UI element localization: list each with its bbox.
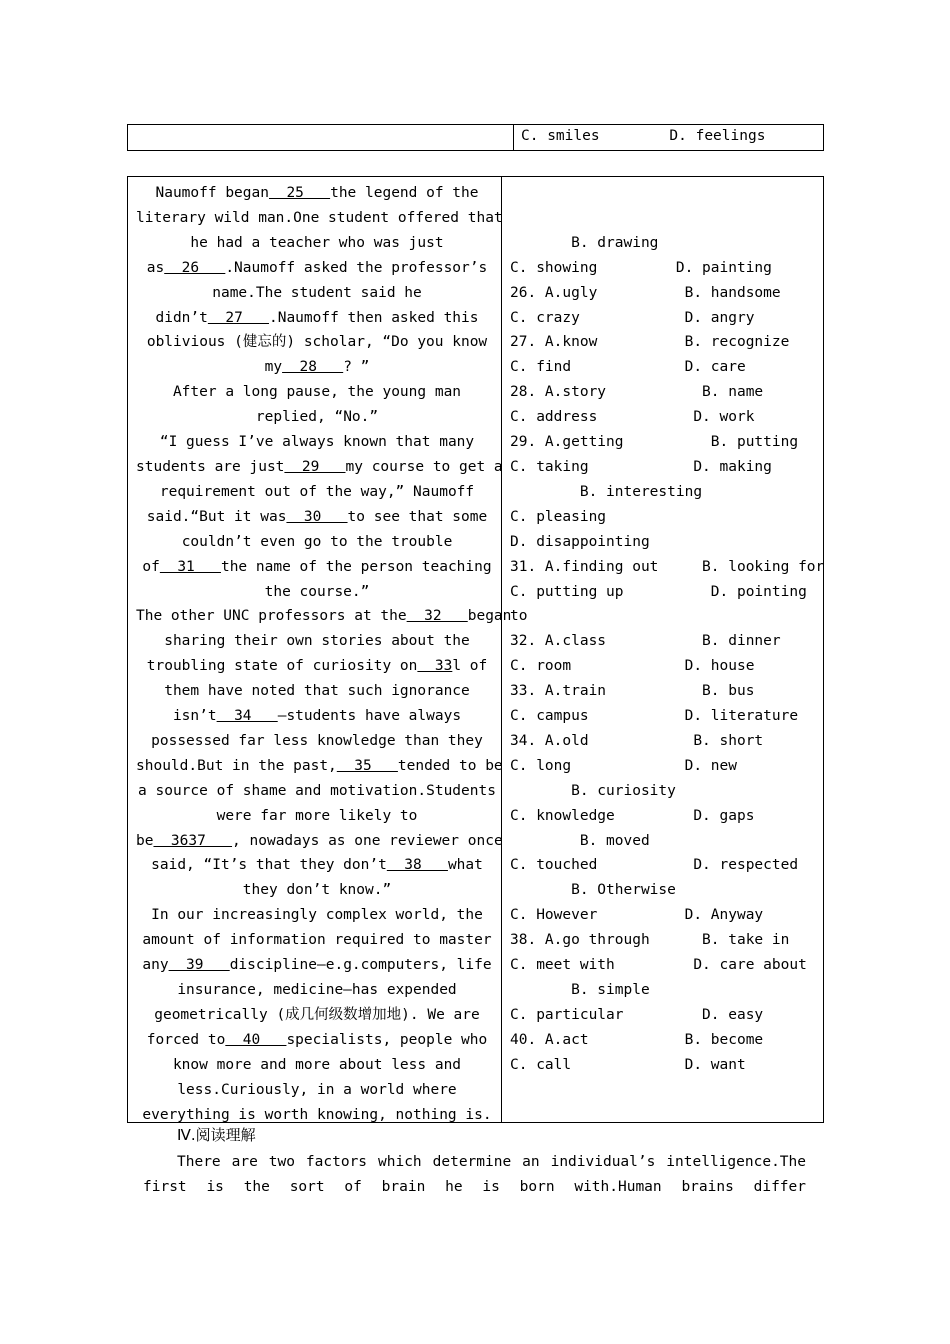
passage-line (136, 505, 498, 530)
passage-line (136, 405, 498, 430)
passage-text: were far more likely to (216, 807, 418, 824)
passage-text: specialists, people who (286, 1031, 488, 1048)
passage-text: to see that some (347, 508, 488, 525)
cloze-table (127, 176, 824, 1123)
passage-line (136, 604, 512, 629)
option-line: B. moved (510, 832, 650, 849)
option-line: C. crazy D. angry (510, 309, 755, 326)
passage-line (136, 355, 498, 380)
option-line: C. find D. care (510, 359, 746, 376)
blank-number: 25 (268, 185, 331, 201)
passage-text: should.But in the past, (136, 757, 337, 774)
passage-text: as (146, 259, 165, 276)
blank-number: 40 (225, 1031, 287, 1048)
option-line: C. touched D. respected (510, 857, 799, 874)
passage-text: After a long pause, the young man (172, 384, 462, 401)
passage-line (136, 878, 498, 903)
option-line: C. long D. new (510, 757, 737, 774)
option-line: 33. A.train B. bus (510, 683, 755, 700)
option-line: C. meet with D. care about (510, 957, 807, 974)
passage-line (136, 654, 498, 679)
option-line: 40. A.act B. become (510, 1031, 764, 1048)
top-table (127, 124, 824, 151)
option-line: 27. A.know B. recognize (510, 334, 790, 351)
passage-line (136, 704, 498, 729)
option-line: B. drawing (510, 234, 659, 251)
passage-line (136, 679, 498, 704)
passage-text: didn’t (155, 309, 208, 326)
passage-text: began (467, 608, 512, 625)
passage-text: tended to be (397, 757, 503, 774)
option-line (510, 206, 828, 231)
blank-number: 30 (286, 508, 348, 525)
passage-text: the course.” (264, 583, 370, 600)
cloze-table-divider (501, 177, 502, 1122)
passage-line (136, 953, 498, 978)
blank-number: 33 (417, 658, 453, 675)
passage-text: my (264, 359, 283, 376)
option-line: B. simple (510, 982, 650, 998)
blank-number: 34 (216, 708, 278, 725)
option-line: C. knowledge D. gaps (510, 807, 755, 824)
passage-line (136, 779, 498, 804)
passage-text: them have noted that such ignorance (164, 683, 470, 700)
passage-text: less.Curiously, in a world where (177, 1081, 457, 1098)
option-line: D. disappointing (510, 533, 650, 550)
option-line (510, 181, 828, 206)
reading-line: There are two factors which determine an individual’s intelligence.The (177, 1154, 806, 1170)
passage-text: they don’t know.” (242, 882, 392, 899)
passage-text: my course to get a (345, 458, 503, 475)
passage-text: couldn’t even go to the trouble (181, 533, 453, 550)
blank-number: 32 (406, 608, 468, 625)
passage-line (136, 1078, 498, 1103)
passage-line (136, 729, 498, 754)
passage-line (136, 206, 503, 231)
passage-line (136, 829, 503, 854)
blank-number: 3637 (153, 832, 233, 849)
blank-number: 26 (164, 259, 226, 276)
passage-line (136, 430, 498, 455)
option-line: 29. A.getting B. putting (510, 434, 799, 451)
passage-text: isn’t (172, 708, 217, 725)
option-line: B. Otherwise (510, 882, 676, 899)
passage-text: possessed far less knowledge than they (151, 732, 483, 749)
passage-line (136, 306, 498, 331)
option-line: to (510, 608, 528, 625)
passage-text: insurance, medicine—has expended (177, 982, 457, 998)
reading-line: first is the sort of brain he is born with.Human brains differ (143, 1179, 806, 1195)
passage-text: amount of information required to master (142, 932, 492, 949)
passage-line (136, 804, 498, 829)
passage-text: Naumoff began (155, 185, 269, 201)
passage-text: geometrically (成几何级数增加地). We are (154, 1006, 480, 1023)
option-line: C. pleasing (510, 508, 607, 525)
passage-text: everything is worth knowing, nothing is. (142, 1106, 492, 1123)
passage-text: oblivious (健忘的) scholar, “Do you know (146, 334, 488, 351)
section-title: Ⅳ.阅读理解 (177, 1126, 256, 1144)
blank-number: 38 (386, 857, 448, 874)
passage-line (136, 380, 498, 405)
option-line: 38. A.go through B. take in (510, 932, 790, 949)
passage-line (136, 455, 503, 480)
option-line: B. curiosity (510, 782, 676, 799)
passage-line (136, 978, 498, 1003)
passage-text: In our increasingly complex world, the (151, 907, 483, 924)
blank-number: 29 (284, 458, 346, 475)
passage-text: name.The student said he (212, 284, 422, 301)
blank-number: 28 (282, 359, 344, 376)
passage-text: “I guess I’ve always known that many (159, 434, 475, 451)
passage-text: requirement out of the way,” Naumoff (159, 483, 475, 500)
passage-line (136, 480, 498, 505)
option-line: C. campus D. literature (510, 708, 799, 725)
top-table-options: C. smiles D. feelings (521, 128, 766, 144)
passage-text: troubling state of curiosity on (146, 658, 418, 675)
option-line: C. particular D. easy (510, 1006, 764, 1023)
passage-text: of (142, 558, 160, 575)
blank-number: 31 (159, 558, 221, 575)
passage-line (136, 580, 498, 605)
blank-number: 39 (168, 957, 230, 974)
passage-text: the name of the person teaching (220, 558, 492, 575)
passage-text: a source of shame and motivation.Students (138, 782, 496, 799)
option-line: 34. A.old B. short (510, 732, 764, 749)
passage-text: he had a teacher who was just (190, 234, 444, 251)
passage-line (136, 853, 498, 878)
passage-text: discipline—e.g.computers, life (229, 957, 492, 974)
passage-line (136, 903, 498, 928)
passage-text: sharing their own stories about the (164, 633, 470, 650)
blank-number: 35 (336, 757, 398, 774)
passage-line (136, 1053, 498, 1078)
blank-number: 27 (207, 309, 269, 326)
passage-text: be (136, 832, 154, 849)
option-line: C. putting up D. pointing (510, 583, 807, 600)
passage-line (136, 928, 498, 953)
passage-text: .Naumoff asked the professor’s (225, 259, 488, 276)
option-line: C. taking D. making (510, 458, 772, 475)
passage-text: —students have always (277, 708, 462, 725)
passage-text: literary wild man.One student offered that (136, 209, 503, 226)
passage-text: ? ” (343, 359, 370, 376)
passage-line (136, 181, 498, 206)
passage-text: forced to (146, 1031, 226, 1048)
passage-line (136, 555, 498, 580)
passage-line (136, 629, 498, 654)
option-line: B. interesting (510, 483, 703, 500)
passage-line (136, 330, 498, 355)
passage-line (136, 754, 503, 779)
passage-text: said.“But it was (146, 508, 287, 525)
passage-column (136, 181, 512, 1127)
passage-text: .Naumoff then asked this (268, 309, 479, 326)
passage-line (136, 1003, 498, 1028)
top-table-divider (513, 125, 514, 150)
passage-line (136, 530, 498, 555)
passage-text: replied, “No.” (255, 409, 379, 426)
option-line: C. address D. work (510, 409, 755, 426)
passage-text: The other UNC professors at the (136, 608, 407, 625)
passage-line (136, 281, 498, 306)
options-column (510, 181, 828, 1078)
passage-line (136, 1028, 498, 1053)
option-line: C. showing D. painting (510, 259, 772, 276)
passage-text: students are just (136, 458, 285, 475)
passage-line (136, 256, 498, 281)
option-line: 26. A.ugly B. handsome (510, 284, 781, 301)
passage-text: know more and more about less and (172, 1056, 462, 1073)
passage-text: , nowadays as one reviewer once (232, 832, 503, 849)
option-line: 28. A.story B. name (510, 384, 764, 401)
option-line: C. However D. Anyway (510, 907, 764, 924)
passage-line (136, 231, 498, 256)
passage-text: what (447, 857, 483, 874)
reading-paragraph (143, 1150, 806, 1200)
passage-text: the legend of the (330, 185, 479, 201)
passage-text: any (142, 957, 169, 974)
option-line: 32. A.class B. dinner (510, 633, 781, 650)
passage-text: l of (452, 658, 488, 675)
option-line: 31. A.finding out B. looking for (510, 558, 825, 575)
option-line: C. room D. house (510, 658, 755, 675)
option-line: C. call D. want (510, 1056, 746, 1073)
passage-text: said, “It’s that they don’t (151, 857, 387, 874)
